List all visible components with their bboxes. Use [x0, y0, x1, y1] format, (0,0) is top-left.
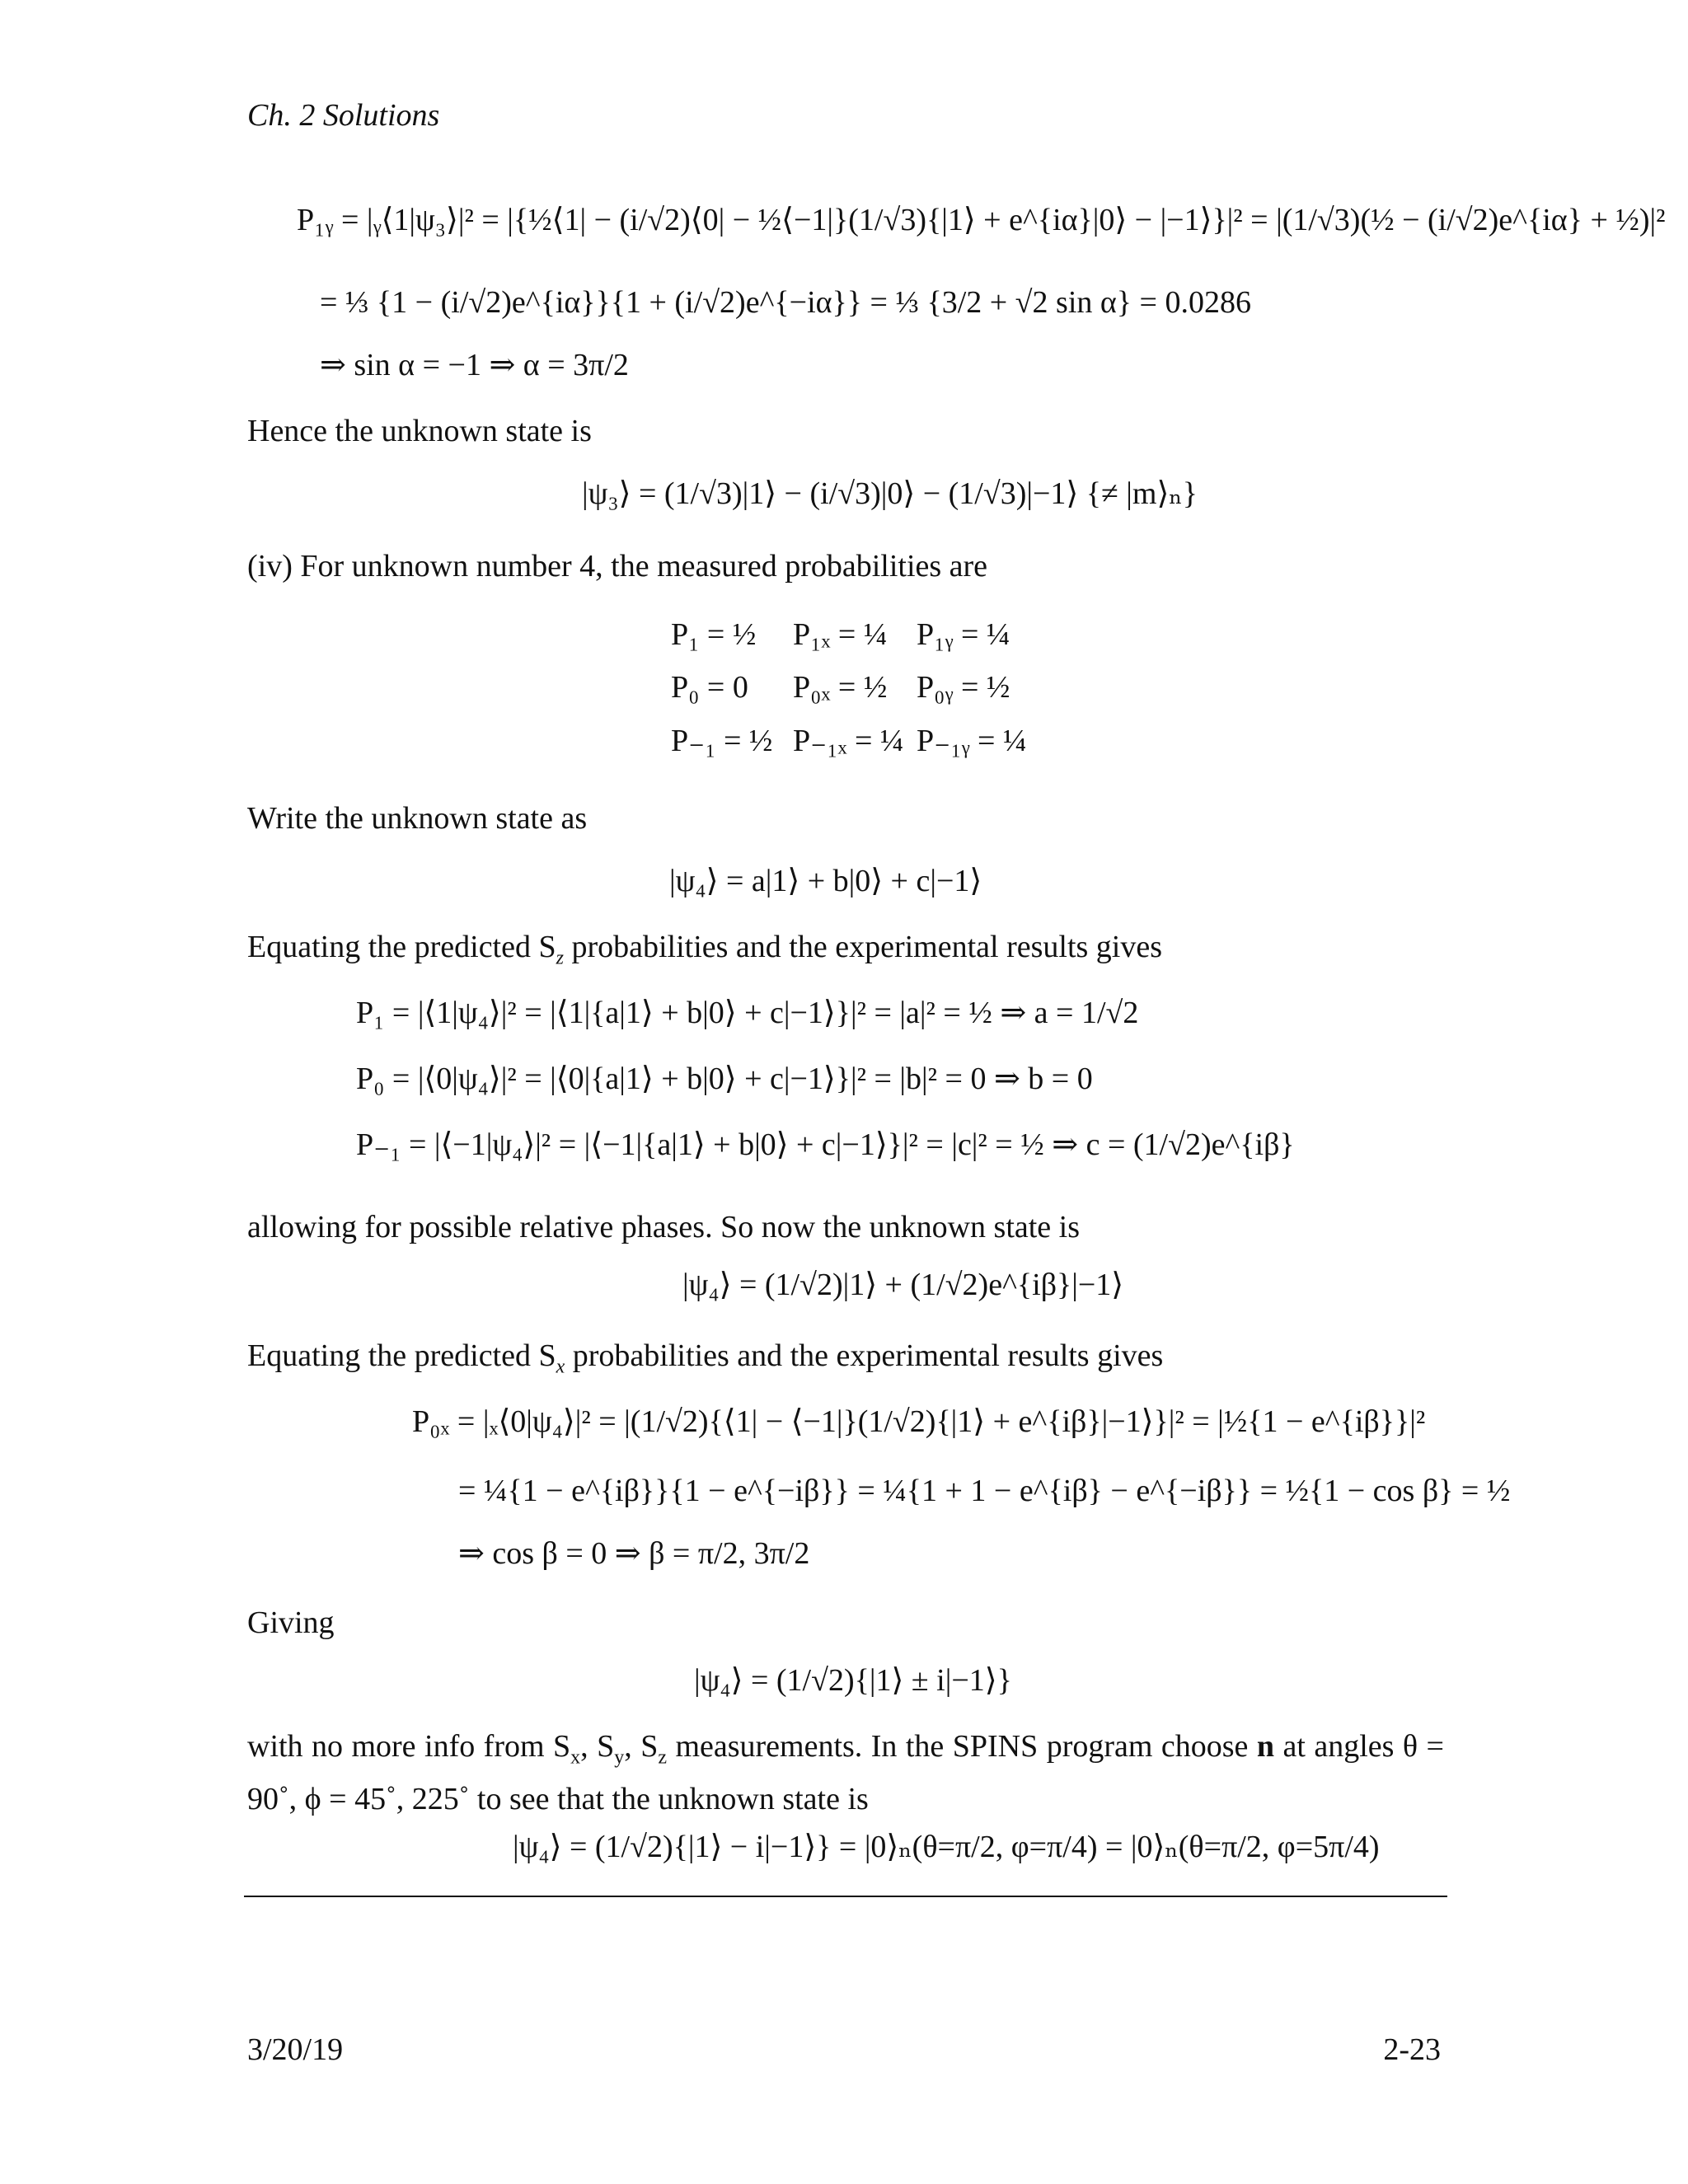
- prob-p1y: P₁ᵧ = ¼: [917, 617, 1010, 652]
- prob-p1x: P₁ₓ = ¼: [793, 617, 888, 652]
- equation-p0: P₀ = |⟨0|ψ₄⟩|² = |⟨0|{a|1⟩ + b|0⟩ + c|−1⟩}|² = |b|² = 0 ⇒ b = 0: [356, 1062, 1093, 1096]
- equation-p0x-line1: P₀ₓ = |ₓ⟨0|ψ₄⟩|² = |(1/√2){⟨1| − ⟨−1|}(1/√2){|1⟩ + e^{iβ}|−1⟩}|² = |½{1 − e^{iβ}}|²: [412, 1404, 1426, 1439]
- prob-p0x: P₀ₓ = ½: [793, 670, 888, 705]
- paragraph-allowing: allowing for possible relative phases. So now the unknown state is: [247, 1210, 1081, 1244]
- spins-text-5: at angles θ = 90˚, ϕ = 45˚, 225˚ to see that the unknown state is: [247, 1729, 1444, 1816]
- equation-psi4-general: |ψ₄⟩ = a|1⟩ + b|0⟩ + c|−1⟩: [669, 864, 982, 898]
- spins-sub-y: y: [614, 1746, 625, 1769]
- spins-sub-z: z: [658, 1746, 667, 1769]
- equation-p0x-line3: ⇒ cos β = 0 ⇒ β = π/2, 3π/2: [458, 1536, 810, 1571]
- equation-psi4-final: |ψ₄⟩ = (1/√2){|1⟩ − i|−1⟩} = |0⟩ₙ(θ=π/2, φ=π/4) = |0⟩ₙ(θ=π/2, φ=5π/4): [513, 1830, 1380, 1864]
- paragraph-equating-sz: [247, 926, 1162, 979]
- spins-text-3: , S: [624, 1729, 659, 1764]
- spins-text-4: measurements. In the SPINS program choose: [666, 1729, 1257, 1764]
- spins-text-1: with no more info from S: [247, 1729, 571, 1764]
- chapter-header: Ch. 2 Solutions: [247, 98, 440, 133]
- prob-pm1: P₋₁ = ½: [671, 724, 773, 758]
- prob-p1: P₁ = ½: [671, 617, 757, 652]
- equation-p0x-line2: = ¼{1 − e^{iβ}}{1 − e^{−iβ}} = ¼{1 + 1 − e^{iβ} − e^{−iβ}} = ½{1 − cos β} = ½: [458, 1474, 1511, 1508]
- footer-page-number: 2-23: [1383, 2032, 1441, 2067]
- prob-p0: P₀ = 0: [671, 670, 748, 705]
- spins-bold-n: n: [1256, 1729, 1275, 1764]
- equating-sz-subscript: z: [556, 947, 564, 969]
- equation-psi4-pm: |ψ₄⟩ = (1/√2){|1⟩ ± i|−1⟩}: [694, 1663, 1012, 1698]
- equating-sz-text: Equating the predicted S: [247, 930, 556, 964]
- equation-pm1: P₋₁ = |⟨−1|ψ₄⟩|² = |⟨−1|{a|1⟩ + b|0⟩ + c|−1⟩}|² = |c|² = ½ ⇒ c = (1/√2)e^{iβ}: [356, 1127, 1295, 1162]
- footer-date: 3/20/19: [247, 2032, 344, 2067]
- prob-pm1y: P₋₁ᵧ = ¼: [917, 724, 1027, 758]
- paragraph-giving: Giving: [247, 1605, 335, 1640]
- equating-sx-subscript: x: [556, 1356, 565, 1378]
- paragraph-spins: [247, 1726, 1444, 1820]
- prob-p0y: P₀ᵧ = ½: [917, 670, 1010, 705]
- equating-sz-rest: probabilities and the experimental results gives: [563, 930, 1162, 964]
- spins-text-2: , S: [580, 1729, 615, 1764]
- paragraph-hence: Hence the unknown state is: [247, 414, 592, 448]
- prob-pm1x: P₋₁ₓ = ¼: [793, 724, 904, 758]
- equation-psi4-phase: |ψ₄⟩ = (1/√2)|1⟩ + (1/√2)e^{iβ}|−1⟩: [682, 1268, 1124, 1302]
- paragraph-write-state: Write the unknown state as: [247, 801, 588, 836]
- footer-divider: [244, 1896, 1447, 1897]
- equation-p1: P₁ = |⟨1|ψ₄⟩|² = |⟨1|{a|1⟩ + b|0⟩ + c|−1⟩}|² = |a|² = ½ ⇒ a = 1/√2: [356, 996, 1139, 1030]
- equation-p1y-line2: = ⅓ {1 − (i/√2)e^{iα}}{1 + (i/√2)e^{−iα}} = ⅓ {3/2 + √2 sin α} = 0.0286: [320, 285, 1251, 320]
- equating-sx-rest: probabilities and the experimental results gives: [565, 1338, 1164, 1373]
- equating-sx-text: Equating the predicted S: [247, 1338, 556, 1373]
- equation-p1y-line1: P₁ᵧ = |ᵧ⟨1|ψ₃⟩|² = |{½⟨1| − (i/√2)⟨0| − ½⟨−1|}(1/√3){|1⟩ + e^{iα}|0⟩ − |−1⟩}|² = |(1/√3)(½ − (i/√2)e^{iα} + ½)|²: [297, 203, 1666, 237]
- equation-psi3: |ψ₃⟩ = (1/√3)|1⟩ − (i/√3)|0⟩ − (1/√3)|−1⟩ {≠ |m⟩ₙ}: [582, 476, 1198, 511]
- paragraph-equating-sx: [247, 1335, 1163, 1388]
- paragraph-iv-intro: (iv) For unknown number 4, the measured probabilities are: [247, 549, 988, 583]
- spins-sub-x: x: [570, 1746, 581, 1769]
- equation-p1y-line3: ⇒ sin α = −1 ⇒ α = 3π/2: [320, 348, 629, 382]
